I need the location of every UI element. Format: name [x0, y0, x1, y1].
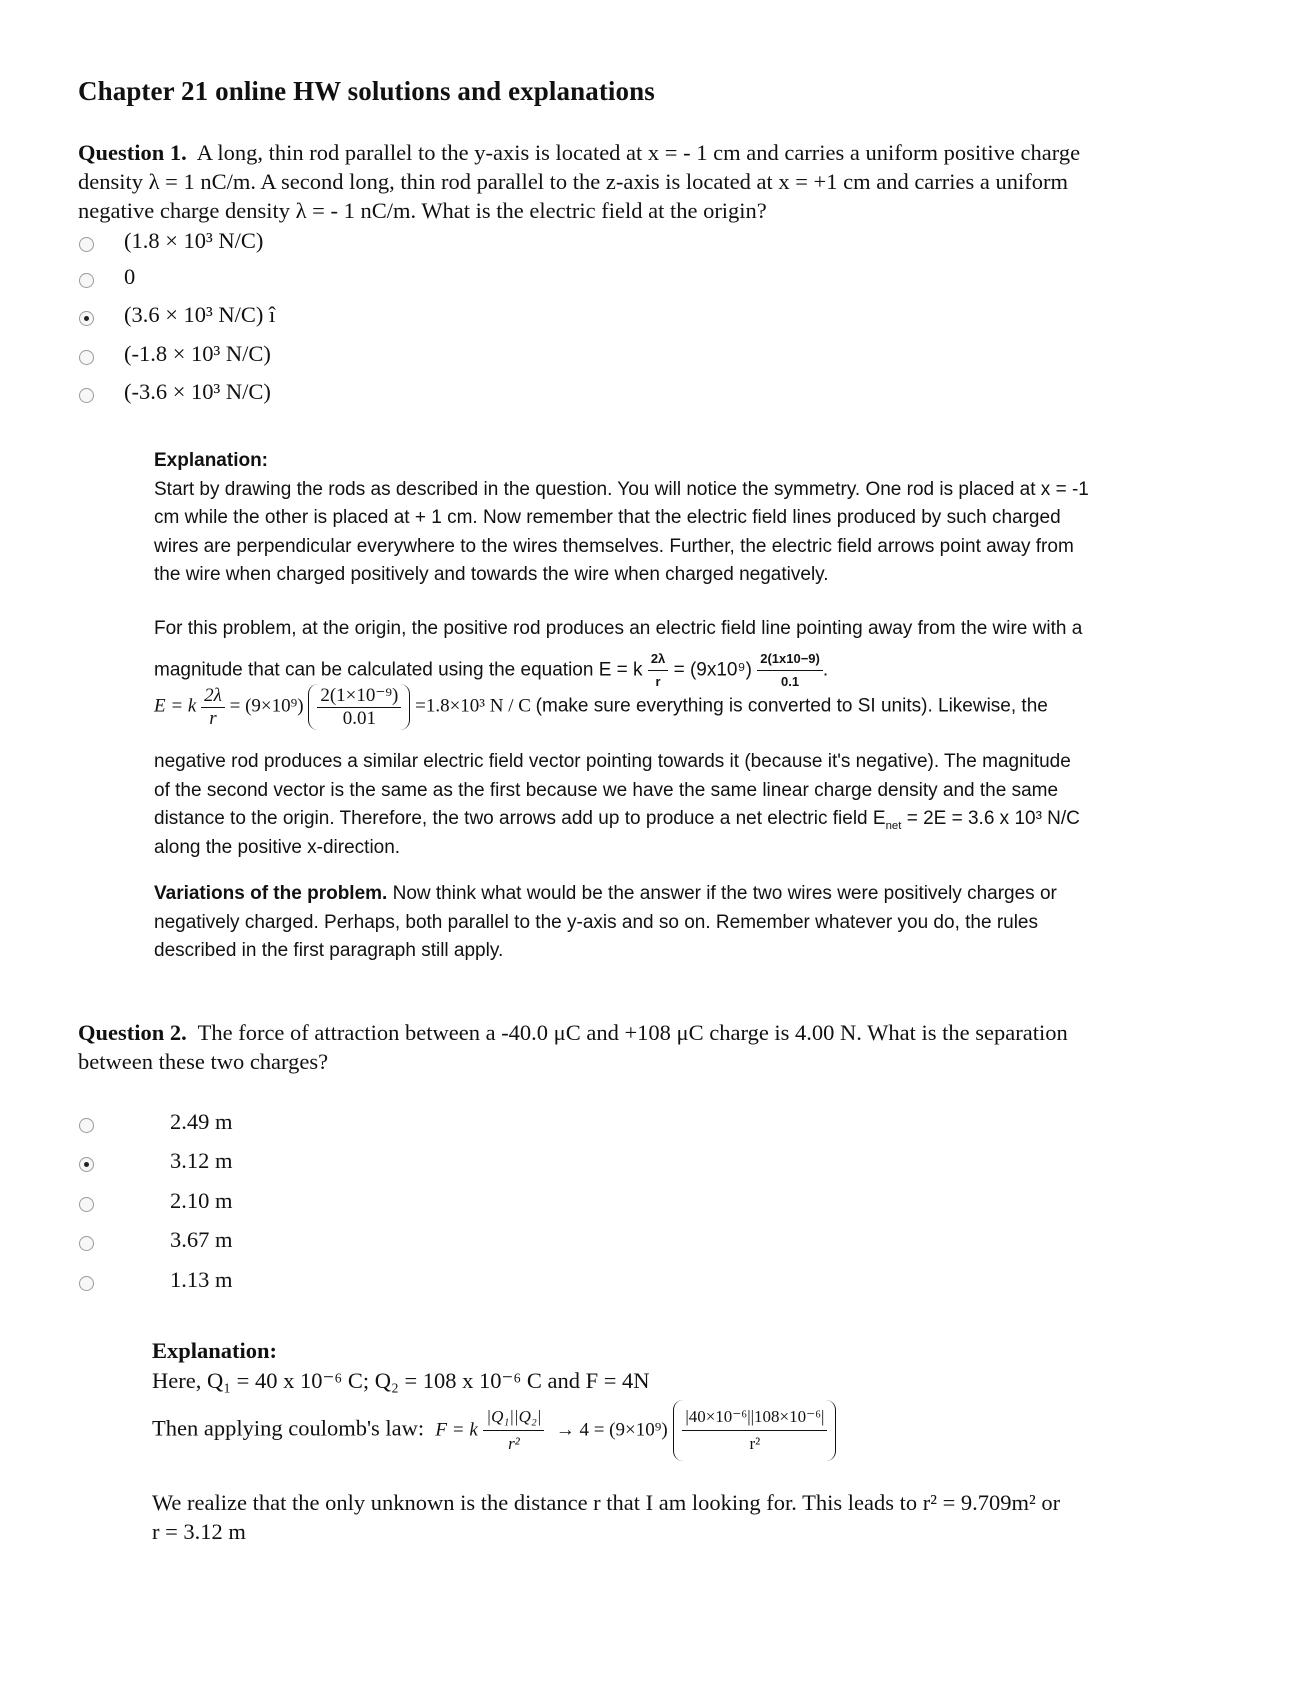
q2-conclusion: We realize that the only unknown is the distance r that I am looking for. This leads to r² = 9.709m² or r = 3.12 m	[152, 1490, 1061, 1544]
q2-option-3-label: 2.10 m	[170, 1188, 233, 1213]
q2-option-2-label: 3.12 m	[170, 1148, 233, 1173]
q1-inline-equation: magnitude that can be calculated using the equation E = k $\frac{2\lambda}{r}$ = (9x10⁹) $\frac{2(1x10-9)}{0.1}$ .	[154, 648, 1234, 693]
q1-option-1-radio[interactable]	[79, 237, 94, 252]
q2-option-1-label: 2.49 m	[170, 1109, 233, 1134]
q2-explanation: Explanation: Here, Q₁ = 40 x 10⁻⁶ C; Q₂ = 108 x 10⁻⁶ C and F = 4N	[152, 1336, 1232, 1396]
question-2-label: Question 2.	[78, 1020, 187, 1045]
question-1-label: Question 1.	[78, 140, 187, 165]
q2-option-3-radio[interactable]	[79, 1197, 94, 1212]
q1-display-equation: E = k $\frac{2\lambda}{r}$ = (9×10⁹) $\frac{\text{2(1×10⁻⁹)}}{0.01}$ =1.8×10³ N / C (make sure everything is converted to SI units). Likewise, the	[154, 684, 1048, 729]
q1-option-5-radio[interactable]	[79, 388, 94, 403]
q2-option-4-label: 3.67 m	[170, 1227, 233, 1252]
q2-option-4-radio[interactable]	[79, 1236, 94, 1251]
q1-option-3-radio[interactable]	[79, 311, 94, 326]
q1-option-2-radio[interactable]	[79, 273, 94, 288]
page-title: Chapter 21 online HW solutions and explanations	[78, 76, 655, 106]
q2-option-2-radio[interactable]	[79, 1157, 94, 1172]
q1-option-4-label: (-1.8 × 10³ N/C)	[124, 341, 271, 366]
q2-option-5-radio[interactable]	[79, 1276, 94, 1291]
q1-explanation-p2: For this problem, at the origin, the positive rod produces an electric field line pointing away from the wire with a	[154, 618, 1083, 639]
q1-option-1-label: (1.8 × 10³ N/C)	[124, 228, 264, 253]
q2-explanation-label: Explanation:	[152, 1338, 278, 1363]
q1-explanation-p3: negative rod produces a similar electric field vector pointing towards it (because it's negative). The magnitude of the second vector is the same as the first because we have the same linear charge density and the same distance to the origin. Therefore, the two arrows add up to produce a net electric field $E_{net} = 2E = 3.6$ x 10³ N/C along the positive x-direction.	[154, 751, 1080, 858]
q1-option-3-label: (3.6 × 10³ N/C) î	[124, 302, 276, 327]
question-2-text: Question 2. The force of attraction between a -40.0 μC and +108 μC charge is 4.00 N. What is the separation between these two charges?	[78, 1020, 1068, 1074]
q2-option-1-radio[interactable]	[79, 1118, 94, 1133]
q1-option-5-label: (-3.6 × 10³ N/C)	[124, 379, 271, 404]
q1-explanation-label: Explanation:	[154, 450, 269, 471]
variations-label: Variations of the problem.	[154, 883, 388, 904]
q1-option-2-label: 0	[124, 264, 136, 289]
q2-option-5-label: 1.13 m	[170, 1267, 233, 1292]
q2-coulomb-equation: Then applying coulomb's law: F = k $\frac{\text{|Q₁||Q₂|}}{\text{r²}}$ → 4 = (9×10⁹) $\frac{\text{|40×10⁻⁶||108×10⁻⁶|}}{\text{r²}}$	[152, 1400, 1252, 1461]
q1-option-4-radio[interactable]	[79, 350, 94, 365]
q1-explanation: Explanation: Start by drawing the rods as described in the question. You will notice the symmetry. One rod is placed at x = -1 cm while the other is placed at + 1 cm. Now remember that the electric field lines produced by such charged wires are perpendicular everywhere to the wires themselves. Further, the electric field arrows point away from the wire when charged positively and towards the wire when charged negatively.	[154, 447, 1234, 590]
q1-variations: Variations of the problem. Now think what would be the answer if the two wires were positively charges or negatively charged. Perhaps, both parallel to the y-axis and so on. Remember whatever you do, the rules described in the first paragraph still apply.	[154, 883, 1057, 961]
question-1-text: Question 1. A long, thin rod parallel to the y-axis is located at x = - 1 cm and carries a uniform positive charge density λ = 1 nC/m. A second long, thin rod parallel to the z-axis is located at x = +1 cm and carries a uniform negative charge density λ = - 1 nC/m. What is the electric field at the origin?	[78, 140, 1081, 223]
